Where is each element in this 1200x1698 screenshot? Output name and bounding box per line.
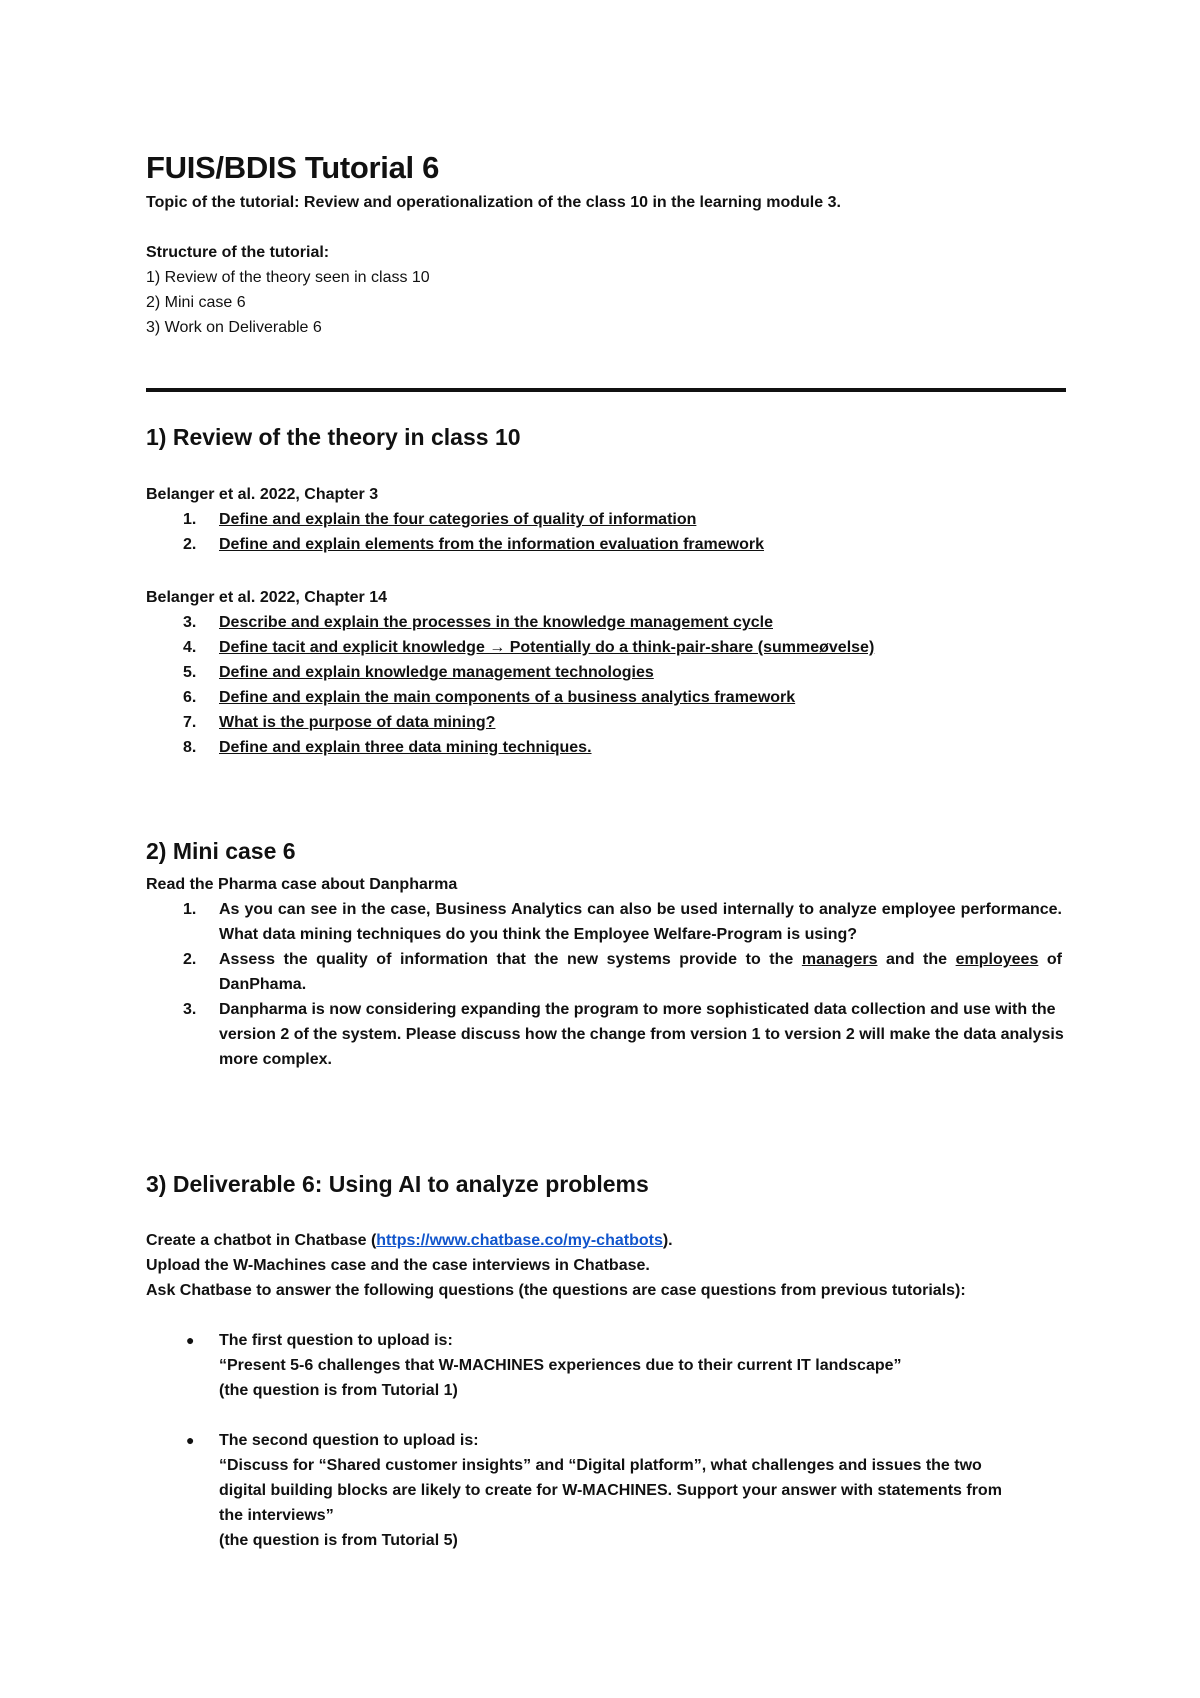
list-item: ● The second question to upload is: “Discuss for “Shared customer insights” and “Digital platform”, what challenges and issues the two digital building blocks are likely to create for W-MACHINES. Support your answer with statements from the interviews” (the question is from Tutorial 5): [146, 1428, 1066, 1553]
list-item: 1. Define and explain the four categories of quality of information: [183, 511, 697, 528]
section-2-heading: 2) Mini case 6: [146, 838, 296, 864]
structure-item: 1) Review of the theory seen in class 10: [146, 269, 430, 286]
section-3-heading: 3) Deliverable 6: Using AI to analyze problems: [146, 1171, 649, 1197]
chapter-14-label: Belanger et al. 2022, Chapter 14: [146, 589, 387, 606]
chatbase-link[interactable]: https://www.chatbase.co/my-chatbots: [376, 1232, 663, 1249]
list-item: 5. Define and explain knowledge management technologies: [183, 664, 654, 681]
list-item: 8. Define and explain three data mining techniques.: [183, 739, 592, 756]
deliverable-block: [146, 1228, 1066, 1553]
ask-line: Ask Chatbase to answer the following questions (the questions are case questions from previous tutorials):: [146, 1282, 966, 1299]
mini-case-block: [146, 872, 1066, 1072]
topic-line: Topic of the tutorial: Review and operationalization of the class 10 in the learning module 3.: [146, 194, 841, 211]
list-item: ● The first question to upload is: “Present 5-6 challenges that W-MACHINES experiences due to their current IT landscape” (the question is from Tutorial 1): [146, 1328, 1066, 1403]
chapter-14-list: [146, 610, 1066, 760]
structure-item: 3) Work on Deliverable 6: [146, 319, 322, 336]
bullet-icon: ●: [186, 1432, 195, 1448]
upload-line: Upload the W-Machines case and the case interviews in Chatbase.: [146, 1257, 650, 1274]
chapter-3-label: Belanger et al. 2022, Chapter 3: [146, 486, 379, 503]
structure-heading: Structure of the tutorial:: [146, 244, 330, 261]
page-title: FUIS/BDIS Tutorial 6: [146, 150, 440, 185]
tutorial-intro: [146, 190, 841, 340]
structure-item: 2) Mini case 6: [146, 294, 246, 311]
chapter-3-list: [146, 507, 1066, 557]
bullet-icon: ●: [186, 1332, 195, 1348]
list-item: 7. What is the purpose of data mining?: [183, 714, 496, 731]
list-item: 3. Danpharma is now considering expanding the program to more sophisticated data collection and use with the version 2 of the system. Please discuss how the change from version 1 to version 2 will make the data analysis more complex.: [183, 1001, 1064, 1068]
mini-case-lead: Read the Pharma case about Danpharma: [146, 876, 458, 893]
chapter-14-block: [146, 585, 1066, 760]
list-item: 3. Describe and explain the processes in the knowledge management cycle: [183, 614, 773, 631]
horizontal-divider: [146, 388, 1066, 392]
list-item: 2. Define and explain elements from the information evaluation framework: [183, 536, 765, 553]
mini-case-list: [146, 897, 1066, 1072]
question-list: [146, 1328, 1066, 1553]
list-item: 6. Define and explain the main components of a business analytics framework: [183, 689, 796, 706]
create-chatbot-line: Create a chatbot in Chatbase (https://www.chatbase.co/my-chatbots).: [146, 1232, 673, 1249]
chapter-3-block: [146, 482, 1066, 557]
section-1-heading: 1) Review of the theory in class 10: [146, 424, 521, 450]
list-item: 2. Assess the quality of information that the new systems provide to the managers and the employees of DanPhama.: [183, 951, 1063, 993]
list-item: 4. Define tacit and explicit knowledge → Potentially do a think-pair-share (summeøvelse): [183, 639, 875, 656]
list-item: 1. As you can see in the case, Business Analytics can also be used internally to analyze employee performance. What data mining techniques do you think the Employee Welfare-Program is using?: [183, 901, 1062, 943]
